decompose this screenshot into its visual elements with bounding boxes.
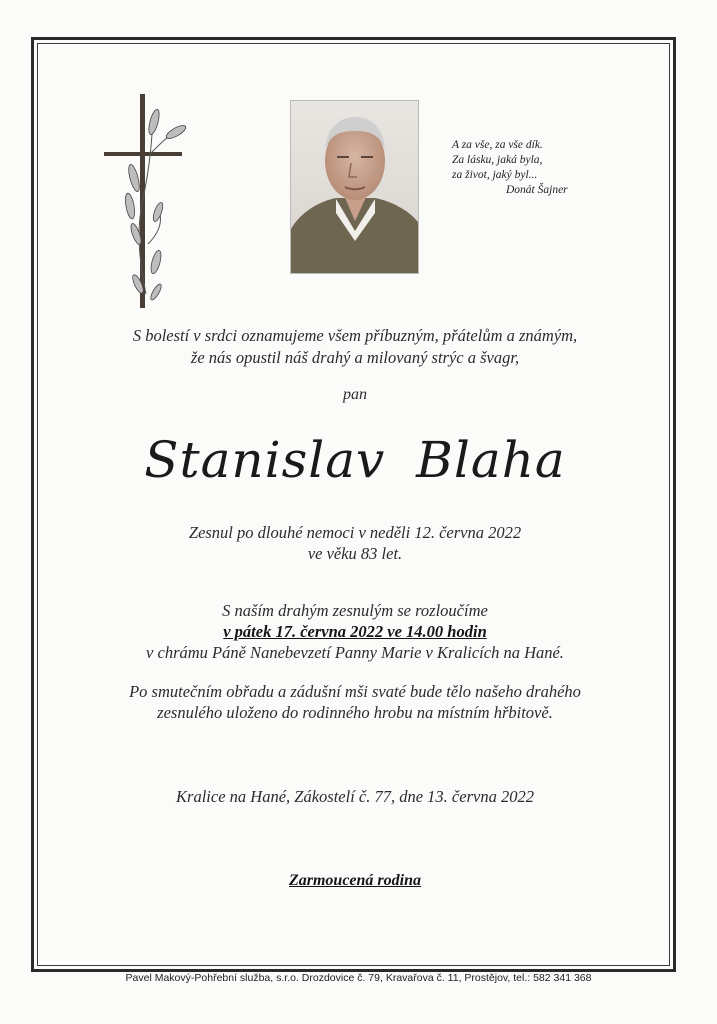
death-line-2: ve věku 83 let. xyxy=(307,544,403,563)
title-word: pan xyxy=(343,386,367,403)
intro-text xyxy=(40,325,670,369)
place-date: Kralice na Hané, Zákostelí č. 77, dne 13. června 2022 xyxy=(176,787,534,806)
signature: Zarmoucená rodina xyxy=(288,872,421,889)
portrait-photo xyxy=(290,100,419,274)
quote-line: Za lásku, jaká byla, xyxy=(452,154,543,166)
quote-line: A za vše, za vše dík. xyxy=(452,139,543,151)
farewell-location: v chrámu Páně Nanebevzetí Panny Marie v Kralicích na Hané. xyxy=(146,643,564,662)
farewell-line-1: S naším drahým zesnulým se rozloučíme xyxy=(222,601,488,620)
intro-line-2: že nás opustil náš drahý a milovaný strýc a švagr, xyxy=(190,348,520,367)
quote-line: za život, jaký byl... xyxy=(452,169,538,181)
burial-line-2: zesnulého uloženo do rodinného hrobu na místním hřbitově. xyxy=(157,703,553,722)
quote-author: Donát Šajner xyxy=(506,184,568,196)
footer-funeral-service: Pavel Makový-Pohřební služba, s.r.o. Drozdovice č. 79, Kravařova č. 11, Prostějov, tel.: 582 341 368 xyxy=(125,972,592,984)
death-notice xyxy=(40,522,670,564)
intro-line-1: S bolestí v srdci oznamujeme všem příbuzným, přátelům a známým, xyxy=(132,326,578,345)
deceased-name: Stanislav Blaha xyxy=(144,431,566,489)
death-line-1: Zesnul po dlouhé nemoci v neděli 12. června 2022 xyxy=(188,523,522,542)
farewell-datetime: v pátek 17. června 2022 ve 14.00 hodin xyxy=(223,622,487,641)
cross-icon xyxy=(100,94,190,308)
burial-line-1: Po smutečním obřadu a zádušní mši svaté bude tělo našeho drahého xyxy=(129,682,581,701)
burial-info xyxy=(40,681,670,723)
farewell-info xyxy=(40,600,670,663)
quote xyxy=(452,138,612,198)
